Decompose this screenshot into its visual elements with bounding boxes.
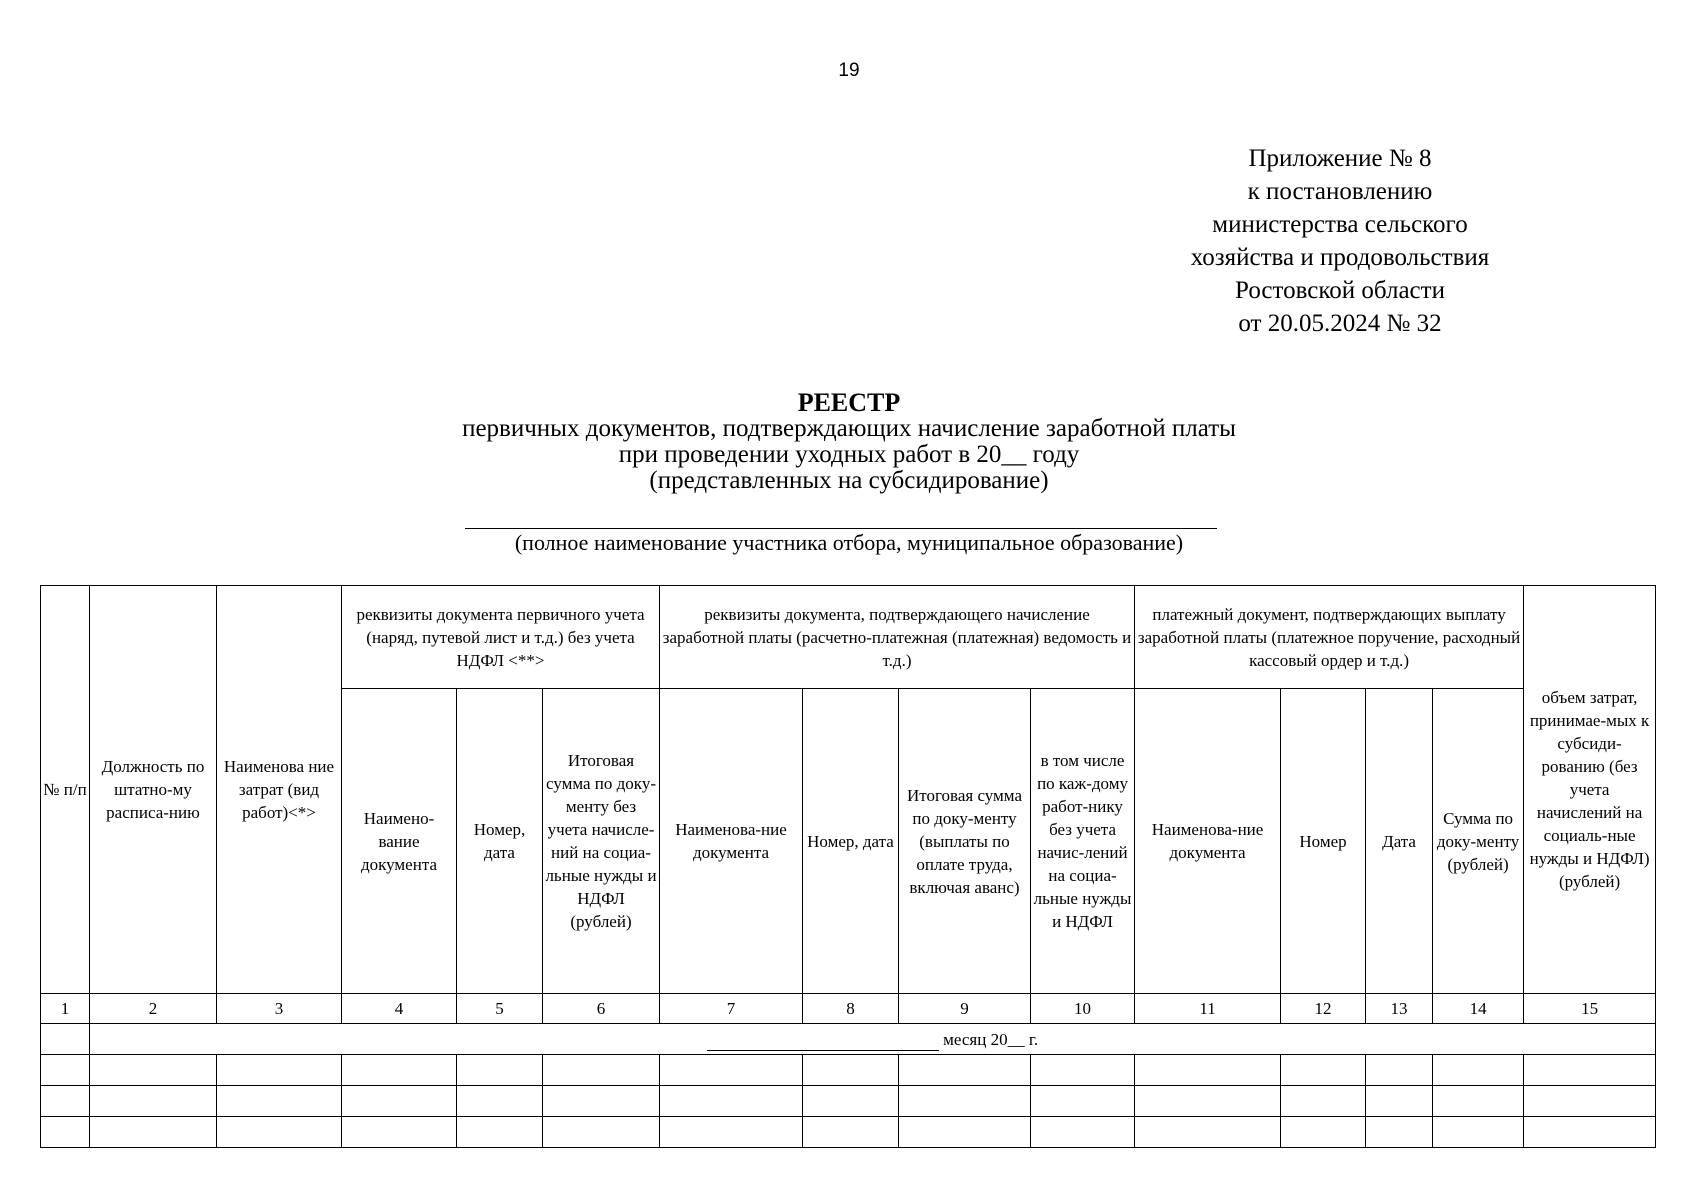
column-number: 11 bbox=[1135, 994, 1281, 1024]
column-number: 14 bbox=[1433, 994, 1524, 1024]
table-cell bbox=[1135, 1055, 1281, 1086]
header-doc-name: Наимено-вание документа bbox=[342, 689, 457, 994]
table-cell bbox=[457, 1117, 543, 1148]
header-doc-name: Наименова-ние документа bbox=[1135, 689, 1281, 994]
title-line: (представленных на субсидирование) bbox=[649, 467, 1049, 494]
table-cell bbox=[1281, 1086, 1366, 1117]
header-doc-name: Наименова-ние документа bbox=[660, 689, 803, 994]
header-row-groups bbox=[41, 586, 1656, 689]
header-total-sum: Итоговая сумма по доку-менту (выплаты по оплате труда, включая аванс) bbox=[899, 689, 1031, 994]
column-number: 15 bbox=[1524, 994, 1656, 1024]
table-cell bbox=[1031, 1055, 1135, 1086]
table-cell bbox=[41, 1055, 90, 1086]
header-number-date: Номер, дата bbox=[803, 689, 899, 994]
table-cell bbox=[660, 1055, 803, 1086]
table-cell bbox=[1031, 1117, 1135, 1148]
header-date: Дата bbox=[1366, 689, 1433, 994]
table-cell bbox=[1433, 1086, 1524, 1117]
table-cell bbox=[543, 1055, 660, 1086]
column-number: 8 bbox=[803, 994, 899, 1024]
table-cell bbox=[803, 1055, 899, 1086]
table-cell bbox=[457, 1086, 543, 1117]
table-cell bbox=[1366, 1086, 1433, 1117]
table-cell bbox=[1281, 1055, 1366, 1086]
column-number: 10 bbox=[1031, 994, 1135, 1024]
table-cell bbox=[217, 1055, 342, 1086]
table-cell bbox=[1433, 1055, 1524, 1086]
table-cell bbox=[660, 1086, 803, 1117]
column-number: 1 bbox=[41, 994, 90, 1024]
title-line: при проведении уходных работ в 20__ году bbox=[618, 441, 1080, 468]
table-cell bbox=[899, 1055, 1031, 1086]
header-group-primary-doc: реквизиты документа первичного учета (наряд, путевой лист и т.д.) без учета НДФЛ <**> bbox=[342, 586, 660, 689]
appendix-line: Ростовской области bbox=[1235, 277, 1445, 304]
registry-table bbox=[40, 585, 1656, 1148]
table-cell bbox=[543, 1117, 660, 1148]
column-number-row bbox=[41, 994, 1656, 1024]
header-group-payroll-doc: реквизиты документа, подтверждающего начисление заработной платы (расчетно-платежная (платежная) ведомость и т.д.) bbox=[660, 586, 1135, 689]
table-cell bbox=[90, 1055, 217, 1086]
table-row bbox=[41, 1086, 1656, 1117]
appendix-line: к постановлению bbox=[1247, 178, 1433, 205]
column-number: 7 bbox=[660, 994, 803, 1024]
header-per-employee: в том числе по каж-дому работ-нику без учета начис-лений на социа-льные нужды и НДФЛ bbox=[1031, 689, 1135, 994]
appendix-line: министерства сельского bbox=[1212, 211, 1468, 238]
header-total-sum: Итоговая сумма по доку-менту без учета начисле-ний на социа-льные нужды и НДФЛ (рублей) bbox=[543, 689, 660, 994]
column-number: 3 bbox=[217, 994, 342, 1024]
table-cell bbox=[41, 1086, 90, 1117]
header-cost-name: Наименова ние затрат (вид работ)<*> bbox=[217, 586, 342, 994]
header-position: Должность по штатно-му расписа-нию bbox=[90, 586, 217, 994]
table-row bbox=[41, 1055, 1656, 1086]
column-number: 6 bbox=[543, 994, 660, 1024]
table-cell bbox=[1281, 1117, 1366, 1148]
page-number: 19 bbox=[838, 60, 860, 81]
table-cell bbox=[342, 1055, 457, 1086]
column-number: 4 bbox=[342, 994, 457, 1024]
month-label: месяц 20__ г. bbox=[943, 1029, 1039, 1049]
column-number: 9 bbox=[899, 994, 1031, 1024]
table-cell bbox=[1135, 1117, 1281, 1148]
column-number: 5 bbox=[457, 994, 543, 1024]
document-title bbox=[0, 390, 1698, 494]
table-cell bbox=[90, 1117, 217, 1148]
table-cell bbox=[342, 1117, 457, 1148]
header-number-date: Номер, дата bbox=[457, 689, 543, 994]
table-cell bbox=[342, 1086, 457, 1117]
month-cell bbox=[90, 1024, 1656, 1055]
column-number: 2 bbox=[90, 994, 217, 1024]
table-cell bbox=[899, 1086, 1031, 1117]
table-cell bbox=[1524, 1117, 1656, 1148]
table-cell bbox=[803, 1117, 899, 1148]
org-name-underline bbox=[465, 528, 1217, 529]
table-cell bbox=[90, 1086, 217, 1117]
table-cell bbox=[217, 1086, 342, 1117]
header-number: Номер bbox=[1281, 689, 1366, 994]
table-cell bbox=[660, 1117, 803, 1148]
title-line: первичных документов, подтверждающих начисление заработной платы bbox=[462, 415, 1236, 442]
title-heading: РЕЕСТР bbox=[797, 388, 901, 417]
table-cell bbox=[1366, 1117, 1433, 1148]
header-group-payment-doc: платежный документ, подтверждающих выплату заработной платы (платежное поручение, расходный кассовый ордер и т.д.) bbox=[1135, 586, 1524, 689]
table-cell bbox=[803, 1086, 899, 1117]
table-cell bbox=[1366, 1055, 1433, 1086]
appendix-block bbox=[1120, 142, 1560, 340]
table-cell bbox=[41, 1117, 90, 1148]
table-cell bbox=[457, 1055, 543, 1086]
column-number: 12 bbox=[1281, 994, 1366, 1024]
header-subsidy-amount: объем затрат, принимае-мых к субсиди-рованию (без учета начислений на социаль-ные нужды и НДФЛ) (рублей) bbox=[1524, 586, 1656, 994]
table-cell bbox=[1524, 1055, 1656, 1086]
table-cell bbox=[899, 1117, 1031, 1148]
org-caption: (полное наименование участника отбора, муниципальное образование) bbox=[514, 530, 1184, 555]
month-blank bbox=[707, 1032, 939, 1051]
table-row bbox=[41, 1117, 1656, 1148]
table-cell bbox=[41, 1024, 90, 1055]
appendix-line: хозяйства и продовольствия bbox=[1190, 244, 1490, 271]
header-num: № п/п bbox=[41, 586, 90, 994]
table-cell bbox=[543, 1086, 660, 1117]
month-row bbox=[41, 1024, 1656, 1055]
table-cell bbox=[1031, 1086, 1135, 1117]
column-number: 13 bbox=[1366, 994, 1433, 1024]
appendix-line: Приложение № 8 bbox=[1248, 145, 1432, 172]
appendix-line: от 20.05.2024 № 32 bbox=[1238, 310, 1442, 337]
table-cell bbox=[217, 1117, 342, 1148]
table-cell bbox=[1433, 1117, 1524, 1148]
table-cell bbox=[1524, 1086, 1656, 1117]
header-doc-sum: Сумма по доку-менту (рублей) bbox=[1433, 689, 1524, 994]
table-cell bbox=[1135, 1086, 1281, 1117]
